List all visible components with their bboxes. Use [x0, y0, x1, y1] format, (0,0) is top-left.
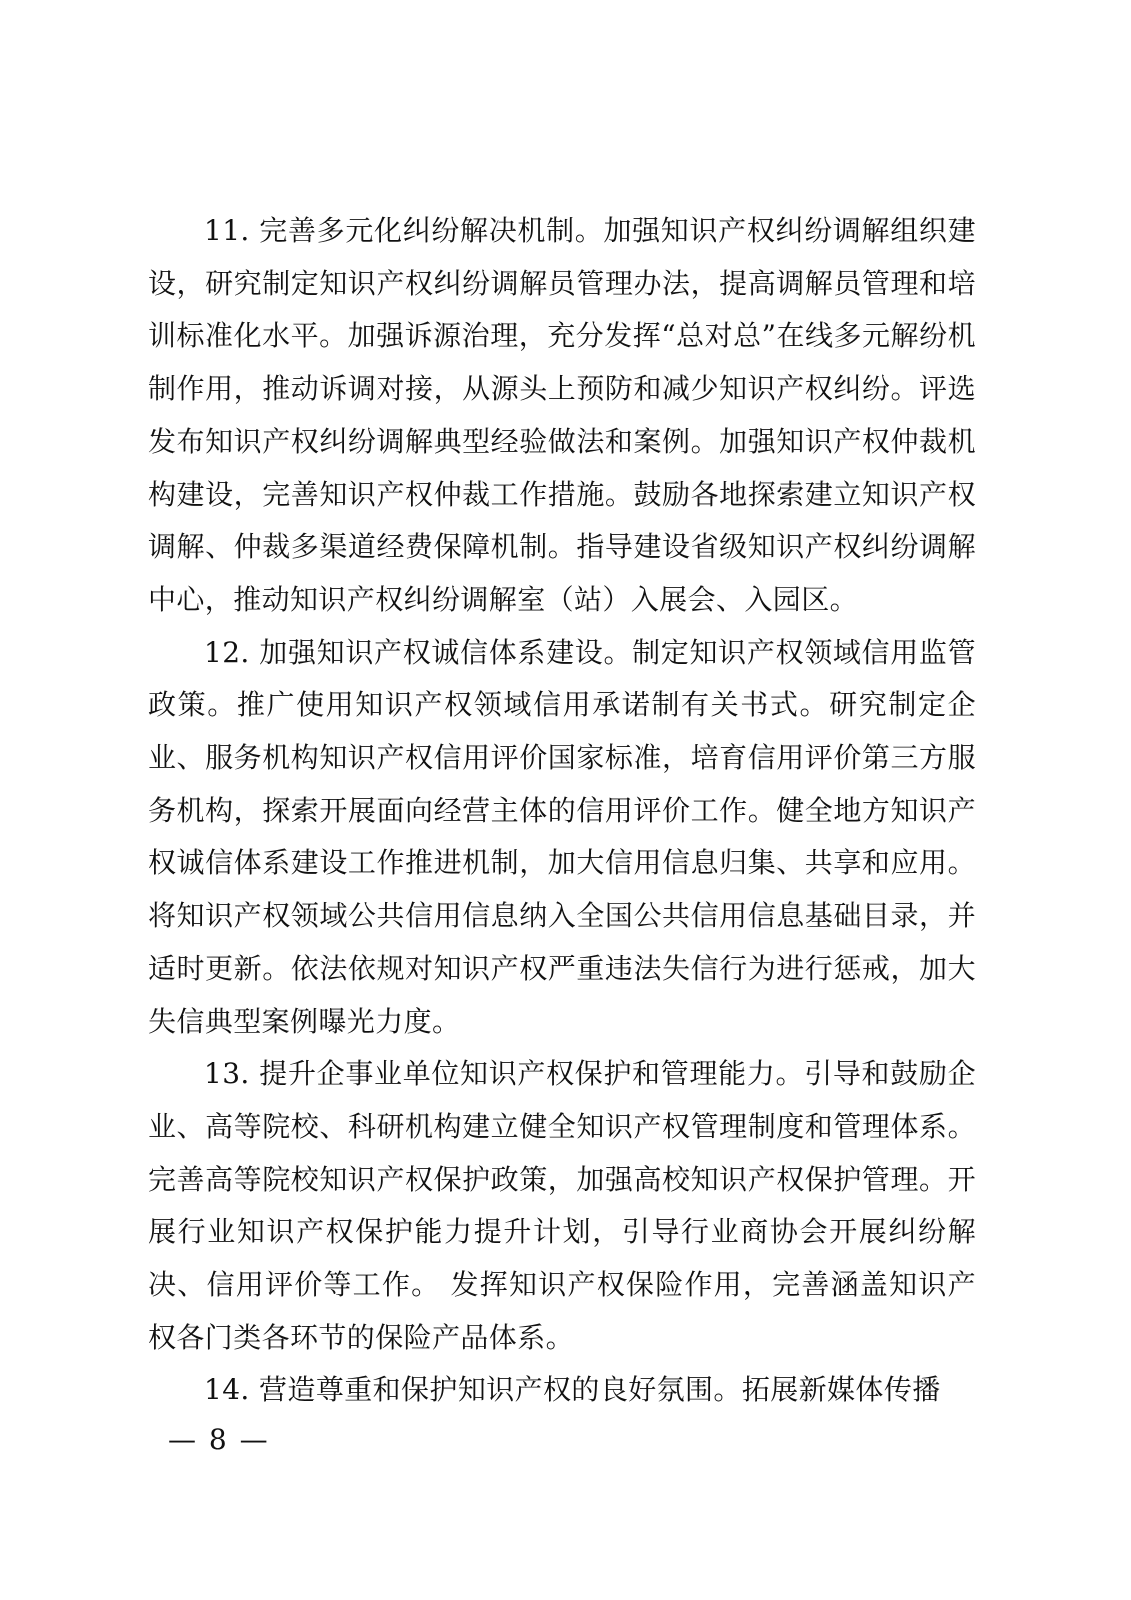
document-body	[148, 205, 976, 1417]
paragraph-14: 14. 营造尊重和保护知识产权的良好氛围。拓展新媒体传播	[204, 1373, 941, 1407]
paragraph-11: 11. 完善多元化纠纷解决机制。加强知识产权纠纷调解组织建设，研究制定知识产权纠纷调解员管理办法，提高调解员管理和培训标准化水平。加强诉源治理，充分发挥“总对总”在线多元解纷机制作用，推动诉调对接，从源头上预防和减少知识产权纠纷。评选发布知识产权纠纷调解典型经验做法和案例。加强知识产权仲裁机构建设，完善知识产权仲裁工作措施。鼓励各地探索建立知识产权调解、仲裁多渠道经费保障机制。指导建设省级知识产权纠纷调解中心，推动知识产权纠纷调解室（站）入展会、入园区。	[148, 214, 976, 616]
paragraph-13: 13. 提升企事业单位知识产权保护和管理能力。引导和鼓励企业、高等院校、科研机构建立健全知识产权管理制度和管理体系。完善高等院校知识产权保护政策，加强高校知识产权保护管理。开展行业知识产权保护能力提升计划，引导行业商协会开展纠纷解决、信用评价等工作。 发挥知识产权保险作用，完善涵盖知识产权各门类各环节的保险产品体系。	[148, 1057, 976, 1354]
page-number: — 8 —	[168, 1423, 270, 1456]
paragraph-12: 12. 加强知识产权诚信体系建设。制定知识产权领域信用监管政策。推广使用知识产权领域信用承诺制有关书式。研究制定企业、服务机构知识产权信用评价国家标准，培育信用评价第三方服务机构，探索开展面向经营主体的信用评价工作。健全地方知识产权诚信体系建设工作推进机制，加大信用信息归集、共享和应用。将知识产权领域公共信用信息纳入全国公共信用信息基础目录，并适时更新。依法依规对知识产权严重违法失信行为进行惩戒，加大失信典型案例曝光力度。	[148, 635, 976, 1038]
